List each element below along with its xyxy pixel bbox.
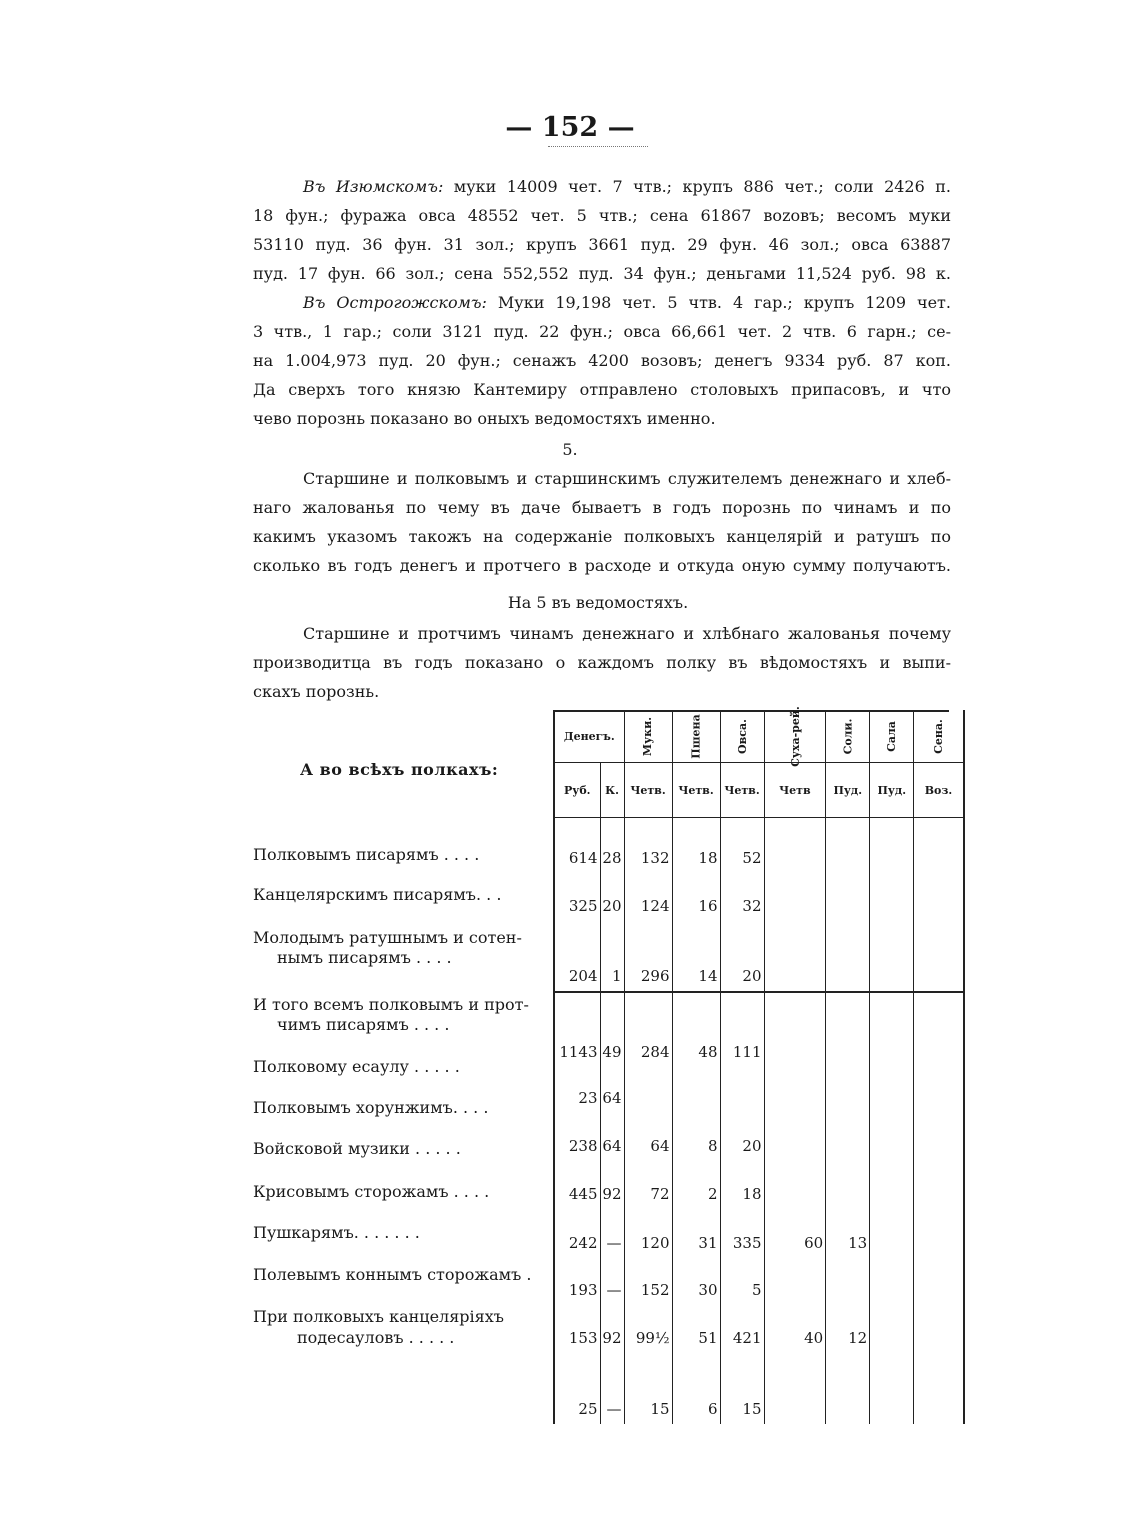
row-label: Канцелярскимъ писарямъ. . . — [253, 885, 502, 904]
header-oats — [720, 710, 764, 763]
unit-rusks: Четв — [764, 763, 826, 818]
cell-flour: 124 — [624, 873, 672, 921]
ostrogozhsk-line: Муки 19,198 чет. 5 чтв. 4 гар.; крупъ 1209 чет. — [497, 293, 951, 312]
row-label: Крисовымъ сторожамъ . . . . — [253, 1182, 490, 1201]
header-hay-text: Сена. — [931, 718, 945, 754]
row-label: Пушкарямъ. . . . . . . — [253, 1223, 420, 1242]
answer-line: скахъ порознь. — [253, 682, 380, 701]
cell-lard — [870, 1067, 914, 1113]
unit-hay: Воз. — [914, 763, 964, 818]
cell-salt — [826, 873, 870, 921]
table-units-row — [554, 763, 964, 818]
cell-millet — [672, 1067, 720, 1113]
cell-rub: 242 — [554, 1209, 600, 1258]
cell-kop: 92 — [600, 1161, 624, 1209]
cell-oats: 421 — [720, 1305, 764, 1353]
cell-hay — [914, 1353, 964, 1424]
cell-lard — [870, 1209, 914, 1258]
cell-rub: 23 — [554, 1067, 600, 1113]
cell-rusks — [764, 1067, 826, 1113]
page-number-rule — [548, 146, 648, 147]
page-number: — 152 — — [505, 112, 635, 143]
table-row — [554, 1113, 964, 1161]
izyum-line: пуд. 17 фун. 66 зол.; сена 552,552 пуд. 34 фун.; деньгами 11,524 руб. 98 к. — [253, 264, 951, 283]
cell-lard — [870, 818, 914, 874]
table-row — [554, 1258, 964, 1305]
unit-salt: Пуд. — [826, 763, 870, 818]
cell-flour: 296 — [624, 921, 672, 992]
cell-salt — [826, 1353, 870, 1424]
cell-rub: 445 — [554, 1161, 600, 1209]
cell-salt: 12 — [826, 1305, 870, 1353]
cell-kop: 64 — [600, 1067, 624, 1113]
header-flour-text: Муки. — [641, 716, 655, 756]
cell-rusks — [764, 1161, 826, 1209]
cell-rusks — [764, 921, 826, 992]
cell-kop: 20 — [600, 873, 624, 921]
cell-hay — [914, 1113, 964, 1161]
ration-table — [553, 705, 965, 1424]
ostrogozhsk-line: чево порознь показано во оныхъ ведомостяхъ именно. — [253, 409, 716, 428]
row-label: Молодымъ ратушнымъ и сотен- — [253, 928, 522, 947]
cell-salt — [826, 1161, 870, 1209]
cell-salt — [826, 818, 870, 874]
cell-flour: 132 — [624, 818, 672, 874]
row-label: При полковыхъ канцеляріяхъ — [253, 1307, 504, 1326]
cell-kop: — — [600, 1209, 624, 1258]
table-row — [554, 992, 964, 1067]
cell-flour: 15 — [624, 1353, 672, 1424]
cell-rub: 153 — [554, 1305, 600, 1353]
unit-kop: К. — [600, 763, 624, 818]
cell-lard — [870, 1113, 914, 1161]
cell-kop: 64 — [600, 1113, 624, 1161]
izyum-line: муки 14009 чет. 7 чтв.; крупъ 886 чет.; соли 2426 п. — [453, 177, 951, 196]
table-row — [554, 921, 964, 992]
cell-flour: 152 — [624, 1258, 672, 1305]
header-rusks — [764, 705, 826, 767]
izyum-line: 18 фун.; фуража овса 48552 чет. 5 чтв.; сена 61867 вozовъ; весомъ муки — [253, 206, 951, 225]
table-row — [554, 1067, 964, 1113]
cell-lard — [870, 873, 914, 921]
table-row — [554, 1209, 964, 1258]
cell-hay — [914, 818, 964, 874]
cell-kop: — — [600, 1258, 624, 1305]
cell-rub: 25 — [554, 1353, 600, 1424]
cell-rub: 614 — [554, 818, 600, 874]
table-row — [554, 873, 964, 921]
cell-flour — [624, 1067, 672, 1113]
cell-hay — [914, 1161, 964, 1209]
row-label-cont: подесауловъ . . . . . — [297, 1328, 455, 1347]
header-hay — [914, 710, 964, 763]
cell-rusks — [764, 1113, 826, 1161]
table-row — [554, 1161, 964, 1209]
cell-hay — [914, 1209, 964, 1258]
cell-hay — [914, 1067, 964, 1113]
cell-millet: 8 — [672, 1113, 720, 1161]
cell-oats: 111 — [720, 992, 764, 1067]
header-millet-text: Пшена — [689, 713, 703, 759]
cell-oats: 20 — [720, 921, 764, 992]
cell-hay — [914, 1305, 964, 1353]
cell-lard — [870, 992, 914, 1067]
cell-flour: 120 — [624, 1209, 672, 1258]
cell-rusks — [764, 873, 826, 921]
cell-salt — [826, 1258, 870, 1305]
cell-oats: 15 — [720, 1353, 764, 1424]
question-line: какимъ указомъ такожъ на содержаніе полковыхъ канцелярій и ратушъ по — [253, 527, 951, 546]
row-label: Полевымъ коннымъ сторожамъ . — [253, 1265, 532, 1284]
cell-hay — [914, 921, 964, 992]
table-row — [554, 1353, 964, 1424]
cell-oats: 5 — [720, 1258, 764, 1305]
cell-lard — [870, 1305, 914, 1353]
cell-rusks — [764, 1258, 826, 1305]
cell-millet: 51 — [672, 1305, 720, 1353]
header-salt-text: Соли. — [841, 718, 855, 754]
table-header-row — [554, 710, 964, 763]
header-oats-text: Овса. — [735, 718, 749, 754]
cell-rub: 1143 — [554, 992, 600, 1067]
cell-millet: 2 — [672, 1161, 720, 1209]
row-label: Полковымъ хорунжимъ. . . . — [253, 1098, 489, 1117]
header-millet — [672, 710, 720, 763]
row-label: И того всемъ полковымъ и прот- — [253, 995, 529, 1014]
cell-lard — [870, 921, 914, 992]
cell-millet: 18 — [672, 818, 720, 874]
cell-kop: 1 — [600, 921, 624, 992]
cell-lard — [870, 1258, 914, 1305]
ostrogozhsk-line: 3 чтв., 1 гар.; соли 3121 пуд. 22 фун.; овса 66,661 чет. 2 чтв. 6 гарн.; се- — [253, 322, 951, 341]
cell-kop: — — [600, 1353, 624, 1424]
cell-rusks — [764, 1353, 826, 1424]
izyum-line: 53110 пуд. 36 фун. 31 зол.; крупъ 3661 пуд. 29 фун. 46 зол.; овса 63887 — [253, 235, 951, 254]
answer-heading: На 5 въ ведомостяхъ. — [507, 593, 689, 612]
cell-flour: 99½ — [624, 1305, 672, 1353]
unit-millet: Четв. — [672, 763, 720, 818]
row-label-cont: чимъ писарямъ . . . . — [277, 1015, 450, 1034]
row-label-cont: нымъ писарямъ . . . . — [277, 948, 452, 967]
question-line: наго жалованья по чему въ даче бываетъ в годъ порознь по чинамъ и по — [253, 498, 951, 517]
cell-lard — [870, 1353, 914, 1424]
cell-flour: 64 — [624, 1113, 672, 1161]
cell-hay — [914, 873, 964, 921]
cell-millet: 16 — [672, 873, 720, 921]
table-row — [554, 818, 964, 874]
cell-oats: 32 — [720, 873, 764, 921]
answer-line: Старшине и протчимъ чинамъ денежнаго и хлѣбнаго жалованья почему — [303, 624, 951, 643]
table-title: А во всѣхъ полкахъ: — [300, 760, 499, 779]
header-salt — [826, 710, 870, 763]
header-flour — [624, 710, 672, 763]
cell-rub: 325 — [554, 873, 600, 921]
unit-rub: Руб. — [554, 763, 600, 818]
cell-flour: 284 — [624, 992, 672, 1067]
cell-oats — [720, 1067, 764, 1113]
cell-millet: 48 — [672, 992, 720, 1067]
unit-lard: Пуд. — [870, 763, 914, 818]
paragraph-izyum-line-1 — [253, 172, 951, 201]
row-label: Полковому есаулу . . . . . — [253, 1057, 460, 1076]
cell-kop: 92 — [600, 1305, 624, 1353]
cell-millet: 30 — [672, 1258, 720, 1305]
unit-oats: Четв. — [720, 763, 764, 818]
cell-hay — [914, 1258, 964, 1305]
ostrogozhsk-line: на 1.004,973 пуд. 20 фун.; сенажъ 4200 возовъ; денегъ 9334 руб. 87 коп. — [253, 351, 951, 370]
cell-rub: 193 — [554, 1258, 600, 1305]
cell-salt — [826, 992, 870, 1067]
cell-rusks: 40 — [764, 1305, 826, 1353]
cell-flour: 72 — [624, 1161, 672, 1209]
cell-rusks: 60 — [764, 1209, 826, 1258]
answer-line: производитца въ годъ показано о каждомъ полку въ вѣдомостяхъ и выпи- — [253, 653, 951, 672]
table-body — [554, 818, 964, 1425]
unit-flour: Четв. — [624, 763, 672, 818]
cell-millet: 14 — [672, 921, 720, 992]
cell-salt: 13 — [826, 1209, 870, 1258]
header-lard — [870, 710, 914, 763]
cell-salt — [826, 1113, 870, 1161]
ostrogozhsk-lead: Въ Острогожскомъ: — [303, 293, 487, 312]
cell-salt — [826, 921, 870, 992]
cell-kop: 49 — [600, 992, 624, 1067]
cell-millet: 6 — [672, 1353, 720, 1424]
cell-oats: 335 — [720, 1209, 764, 1258]
cell-rusks — [764, 818, 826, 874]
cell-kop: 28 — [600, 818, 624, 874]
cell-lard — [870, 1161, 914, 1209]
cell-oats: 18 — [720, 1161, 764, 1209]
cell-salt — [826, 1067, 870, 1113]
cell-oats: 20 — [720, 1113, 764, 1161]
question-line: Старшине и полковымъ и старшинскимъ служителемъ денежнаго и хлеб- — [303, 469, 951, 488]
table-row — [554, 1305, 964, 1353]
header-lard-text: Сала — [885, 720, 899, 752]
question-line: сколько въ годъ денегъ и протчего в расходе и откуда оную сумму получаютъ. — [253, 556, 951, 575]
header-rusks-text: Суха-рей. — [788, 705, 802, 767]
cell-oats: 52 — [720, 818, 764, 874]
section-number: 5. — [562, 440, 578, 459]
row-label: Полковымъ писарямъ . . . . — [253, 845, 480, 864]
ostrogozhsk-line: Да сверхъ того князю Кантемиру отправлено столовыхъ припасовъ, и что — [253, 380, 951, 399]
izyum-lead: Въ Изюмскомъ: — [303, 177, 444, 196]
cell-rusks — [764, 992, 826, 1067]
cell-hay — [914, 992, 964, 1067]
paragraph-ostrogozhsk-line-1 — [253, 288, 951, 317]
row-label: Войсковой музики . . . . . — [253, 1139, 461, 1158]
header-money: Денегъ. — [554, 710, 624, 763]
cell-rub: 238 — [554, 1113, 600, 1161]
cell-rub: 204 — [554, 921, 600, 992]
cell-millet: 31 — [672, 1209, 720, 1258]
